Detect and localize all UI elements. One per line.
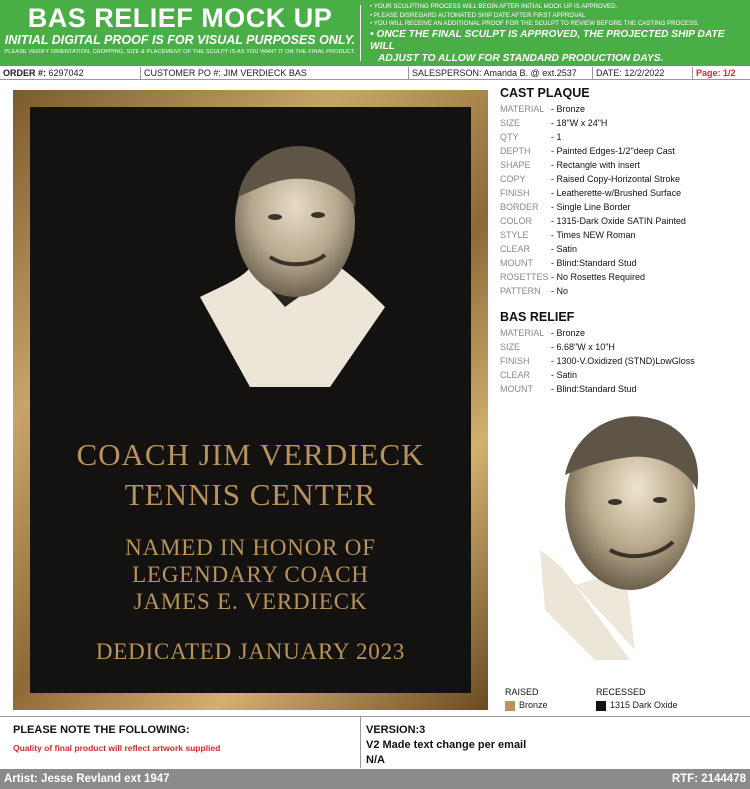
cast-spec-value: - Times NEW Roman	[551, 230, 636, 240]
cast-spec-value: - Painted Edges-1/2"deep Cast	[551, 146, 675, 156]
notice-ship-date-1: • ONCE THE FINAL SCULPT IS APPROVED, THE PROJECTED SHIP DATE WILL	[370, 28, 725, 52]
notice-3: • YOU WILL RECEIVE AN ADDITIONAL PROOF FOR THE SCULPT TO REVIEW BEFORE THE CASTING PROCESS.	[370, 20, 700, 27]
cast-plaque-rows	[500, 102, 750, 298]
customer-po: CUSTOMER PO #: JIM VERDIECK BAS	[141, 67, 409, 80]
bottom-bar	[0, 769, 750, 789]
cast-spec-value: - Raised Copy-Horizontal Stroke	[551, 174, 681, 184]
order-value: 6297042	[48, 68, 84, 78]
relief-spec-key: MOUNT	[500, 384, 533, 394]
cast-spec-row	[500, 228, 750, 242]
cast-plaque-specs	[500, 86, 750, 298]
cast-spec-key: COLOR	[500, 216, 533, 226]
rtf-number: RTF: 2144478	[671, 773, 746, 785]
relief-spec-row	[500, 368, 750, 382]
cast-spec-row	[500, 200, 750, 214]
footer-divider-line	[0, 716, 750, 717]
bas-relief-portrait-image	[535, 410, 705, 660]
legend-recessed-label: RECESSED	[596, 687, 646, 697]
notice-1: • YOUR SCULPTING PROCESS WILL BEGIN AFTER INITIAL MOCK UP IS APPROVED.	[370, 3, 618, 10]
relief-spec-key: SIZE	[500, 342, 521, 352]
cast-spec-value: - No Rosettes Required	[551, 272, 646, 282]
cast-spec-key: BORDER	[500, 202, 539, 212]
cast-spec-row	[500, 158, 750, 172]
plaque-portrait-image	[190, 137, 390, 387]
cast-spec-value: - Leatherette-w/Brushed Surface	[551, 188, 682, 198]
plaque-line-honor: NAMED IN HONOR OF	[125, 535, 376, 560]
relief-spec-value: - Satin	[551, 370, 578, 380]
relief-spec-key: FINISH	[500, 356, 530, 366]
cast-spec-key: MOUNT	[500, 258, 533, 268]
cast-spec-value: - Blind:Standard Stud	[551, 258, 637, 268]
cast-spec-key: QTY	[500, 132, 519, 142]
order-label: ORDER #:	[3, 68, 47, 78]
cast-spec-key: PATTERN	[500, 286, 541, 296]
bas-relief-title: BAS RELIEF	[500, 310, 575, 324]
cast-spec-key: STYLE	[500, 230, 529, 240]
cast-spec-key: FINISH	[500, 188, 530, 198]
cast-spec-row	[500, 130, 750, 144]
version-na: N/A	[366, 754, 385, 766]
version-block	[366, 723, 526, 768]
cast-spec-key: SIZE	[500, 118, 521, 128]
cast-spec-row	[500, 270, 750, 284]
relief-spec-row	[500, 382, 750, 396]
plaque-line-legendary: LEGENDARY COACH	[132, 562, 369, 587]
legend-recessed	[596, 687, 678, 711]
plaque-line-dedicated: DEDICATED JANUARY 2023	[95, 639, 406, 664]
legend-raised	[505, 687, 548, 711]
banner-notices	[370, 3, 748, 65]
cast-spec-value: - Satin	[551, 244, 578, 254]
cast-spec-key: MATERIAL	[500, 104, 545, 114]
footer-column-divider	[360, 716, 361, 768]
relief-spec-row	[500, 354, 750, 368]
relief-spec-value: - Blind:Standard Stud	[551, 384, 637, 394]
cast-spec-key: COPY	[500, 174, 526, 184]
cast-spec-row	[500, 172, 750, 186]
legend-raised-value: Bronze	[519, 700, 548, 710]
note-text: Quality of final product will reflect artwork supplied	[13, 743, 221, 753]
legend-raised-label: RAISED	[505, 687, 539, 697]
cast-spec-row	[500, 256, 750, 270]
proof-date: DATE: 12/2/2022	[593, 67, 693, 80]
banner-left	[0, 0, 360, 66]
relief-spec-row	[500, 340, 750, 354]
page-title: BAS RELIEF MOCK UP	[27, 3, 333, 33]
version-number: VERSION:3	[366, 724, 426, 736]
cast-spec-row	[500, 116, 750, 130]
cast-spec-row	[500, 186, 750, 200]
cast-spec-value: - Single Line Border	[551, 202, 631, 212]
relief-spec-value: - Bronze	[551, 328, 586, 338]
artist-name: Artist: Jesse Revland ext 1947	[4, 773, 170, 785]
salesperson: SALESPERSON: Amanda B. @ ext.2537	[409, 67, 593, 80]
cast-spec-value: - Bronze	[551, 104, 586, 114]
cast-spec-value: - Rectangle with insert	[551, 160, 641, 170]
cast-spec-row	[500, 284, 750, 298]
plaque-border	[13, 90, 488, 710]
plaque-face	[30, 107, 471, 693]
plaque-line-full-name: JAMES E. VERDIECK	[133, 589, 368, 614]
legend-recessed-value: 1315 Dark Oxide	[610, 700, 678, 710]
cast-spec-value: - No	[551, 286, 569, 296]
relief-spec-key: MATERIAL	[500, 328, 545, 338]
note-title: PLEASE NOTE THE FOLLOWING:	[13, 724, 190, 736]
cast-spec-key: ROSETTES	[500, 272, 549, 282]
cast-spec-value: - 1	[551, 132, 562, 142]
banner-fine-print: PLEASE VERIFY ORIENTATION, CROPPING, SIZE & PLACEMENT OF THE SCULPT IS AS YOU WANT IT ON THE FINAL PRODUCT.	[4, 49, 356, 55]
bas-relief-rows	[500, 326, 750, 396]
cast-spec-value: - 18"W x 24"H	[551, 118, 608, 128]
recessed-color-swatch	[596, 701, 606, 711]
notice-2: • PLEASE DISREGARD AUTOMATED SHIP DATE AFTER FIRST APPROVAL	[370, 11, 586, 19]
page-number: Page: 1/2	[696, 68, 736, 78]
cast-spec-row	[500, 242, 750, 256]
relief-spec-key: CLEAR	[500, 370, 531, 380]
version-change: V2 Made text change per email	[366, 739, 527, 751]
bas-relief-specs	[500, 310, 750, 396]
header-banner	[0, 0, 750, 66]
cast-spec-row	[500, 214, 750, 228]
notice-ship-date-2: ADJUST TO ALLOW FOR STANDARD PRODUCTION DAYS.	[378, 52, 664, 64]
cast-spec-key: DEPTH	[500, 146, 531, 156]
cast-spec-key: SHAPE	[500, 160, 531, 170]
relief-spec-value: - 6.68"W x 10"H	[551, 342, 615, 352]
order-number	[0, 67, 141, 80]
plaque-line-name: COACH JIM VERDIECK	[76, 437, 425, 472]
cast-plaque-title: CAST PLAQUE	[500, 86, 590, 100]
cast-spec-value: - 1315-Dark Oxide SATIN Painted	[551, 216, 686, 226]
banner-subtitle: INITIAL DIGITAL PROOF IS FOR VISUAL PURPOSES ONLY.	[4, 33, 356, 47]
banner-divider	[360, 5, 361, 61]
cast-spec-row	[500, 102, 750, 116]
raised-color-swatch	[505, 701, 515, 711]
order-info-row	[0, 67, 750, 80]
relief-spec-value: - 1300-V.Oxidized (STND)LowGloss	[551, 356, 695, 366]
cast-spec-key: CLEAR	[500, 244, 531, 254]
relief-spec-row	[500, 326, 750, 340]
cast-spec-row	[500, 144, 750, 158]
plaque-line-center: TENNIS CENTER	[124, 477, 377, 512]
